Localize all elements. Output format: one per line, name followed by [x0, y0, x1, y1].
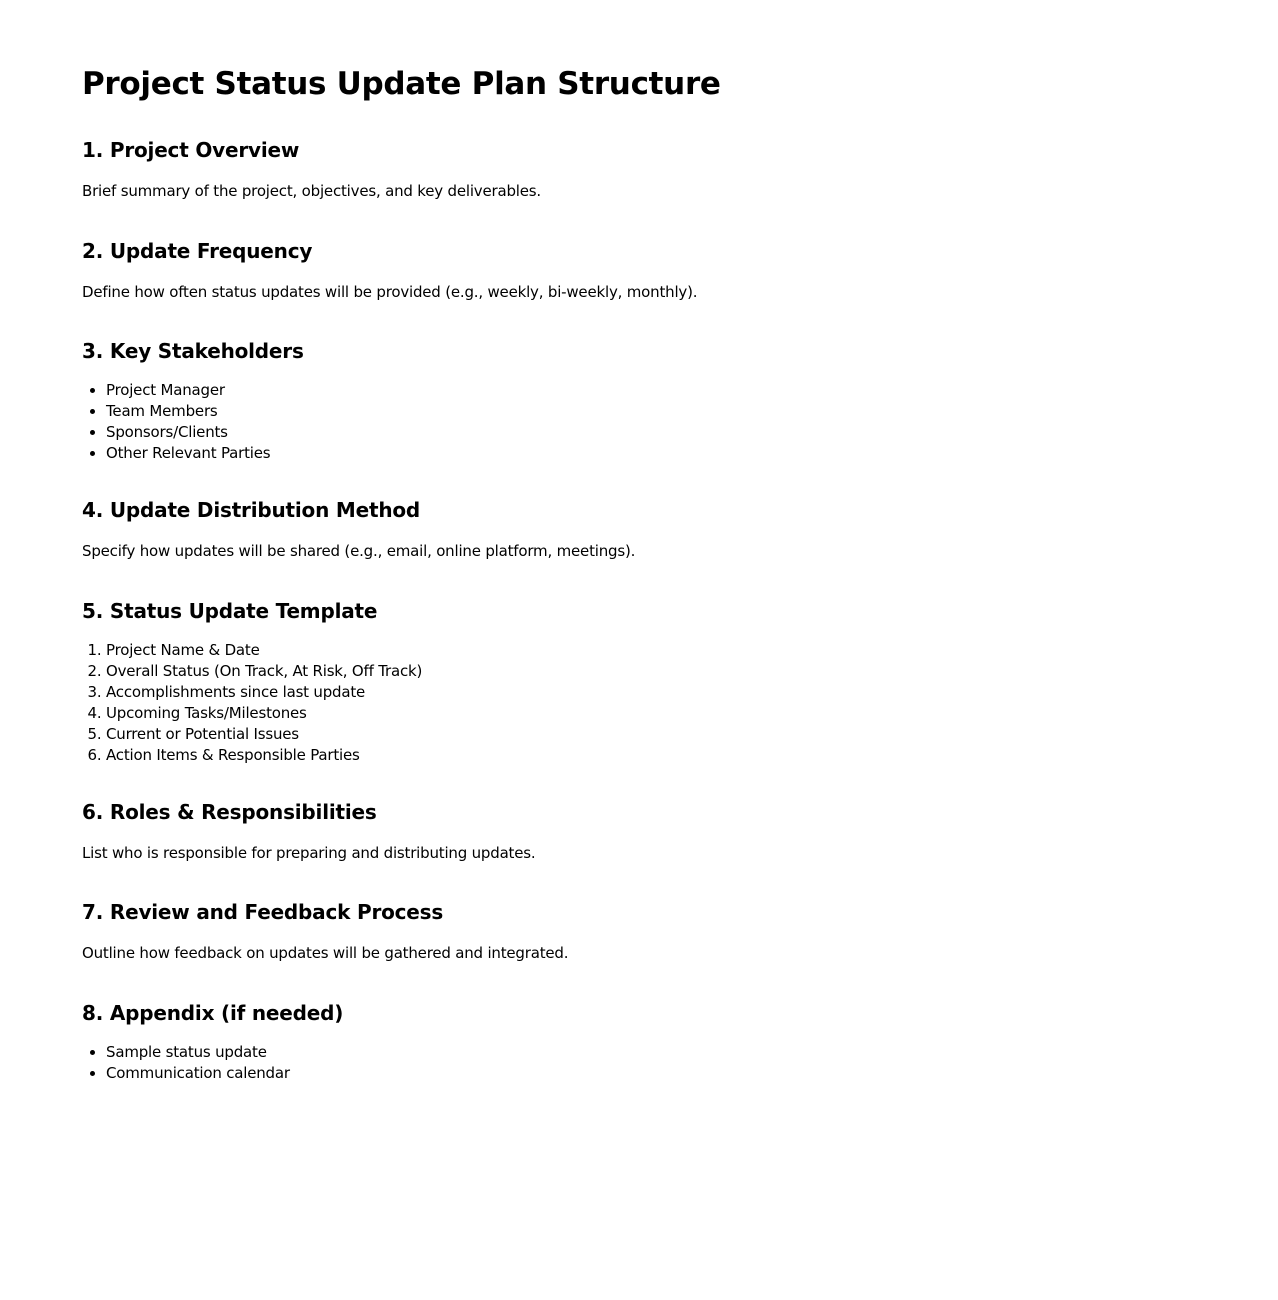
- section-text-roles-responsibilities: List who is responsible for preparing and distributing updates.: [82, 844, 536, 862]
- list-item: 5. Current or Potential Issues: [106, 724, 422, 745]
- section-text-distribution-method: Specify how updates will be shared (e.g., email, online platform, meetings).: [82, 542, 636, 560]
- list-item: 6. Action Items & Responsible Parties: [106, 745, 422, 766]
- list-item: • Sponsors/Clients: [106, 422, 270, 443]
- section-text-review-feedback: Outline how feedback on updates will be gathered and integrated.: [82, 944, 569, 962]
- list-item: • Other Relevant Parties: [106, 443, 270, 464]
- section-heading-update-frequency: 2. Update Frequency: [82, 239, 313, 263]
- list-item: • Sample status update: [106, 1042, 290, 1063]
- list-item: 4. Upcoming Tasks/Milestones: [106, 703, 422, 724]
- section-heading-review-feedback: 7. Review and Feedback Process: [82, 900, 444, 924]
- section-text-project-overview: Brief summary of the project, objectives, and key deliverables.: [82, 182, 541, 200]
- list-item: • Team Members: [106, 401, 270, 422]
- stakeholders-list: [82, 380, 270, 464]
- list-item: • Communication calendar: [106, 1063, 290, 1084]
- appendix-list: [82, 1042, 290, 1084]
- section-heading-status-update-template: 5. Status Update Template: [82, 599, 378, 623]
- section-heading-project-overview: 1. Project Overview: [82, 138, 300, 162]
- section-heading-key-stakeholders: 3. Key Stakeholders: [82, 339, 304, 363]
- page-title: Project Status Update Plan Structure: [82, 66, 721, 102]
- list-item: • Project Manager: [106, 380, 270, 401]
- section-heading-distribution-method: 4. Update Distribution Method: [82, 498, 421, 522]
- template-list: [82, 640, 422, 766]
- section-text-update-frequency: Define how often status updates will be provided (e.g., weekly, bi-weekly, monthly).: [82, 283, 698, 301]
- section-heading-roles-responsibilities: 6. Roles & Responsibilities: [82, 800, 377, 824]
- section-heading-appendix: 8. Appendix (if needed): [82, 1001, 344, 1025]
- list-item: 3. Accomplishments since last update: [106, 682, 422, 703]
- list-item: 2. Overall Status (On Track, At Risk, Off Track): [106, 661, 422, 682]
- list-item: 1. Project Name & Date: [106, 640, 422, 661]
